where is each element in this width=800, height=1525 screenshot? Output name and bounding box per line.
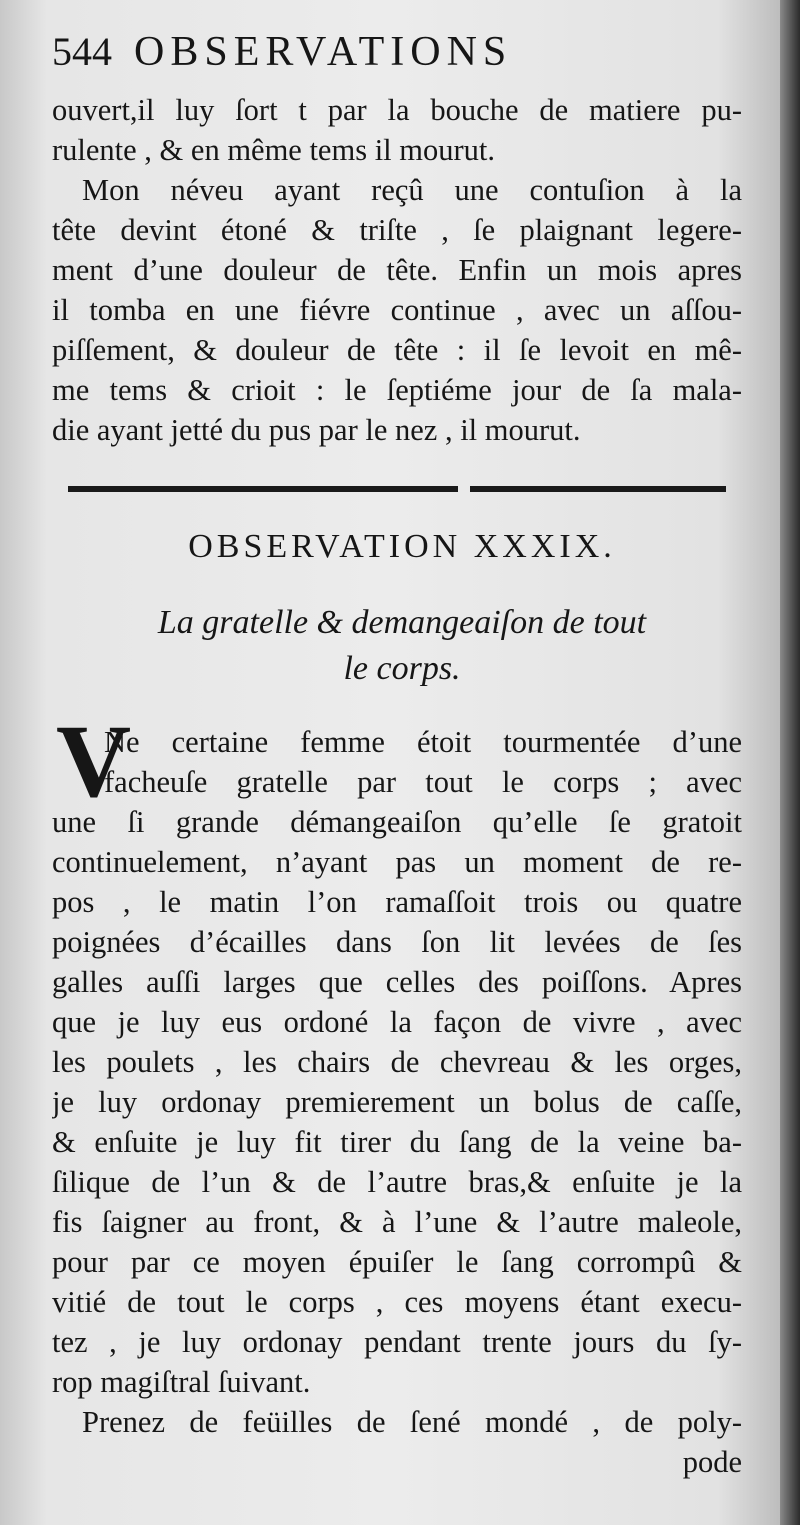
text-line: les poulets , les chairs de chevreau & les orges, — [52, 1045, 742, 1079]
text-line: rulente , & en même tems il mourut. — [52, 133, 495, 167]
observation-heading: OBSERVATION XXXIX. — [188, 528, 616, 565]
section-divider — [470, 486, 726, 492]
drop-cap: V — [56, 704, 132, 819]
text-line: galles auſſi larges que celles des poiſſons. Apres — [52, 965, 742, 999]
observation-subtitle — [52, 600, 752, 692]
text-line: Mon néveu ayant reçû une contuſion à la — [82, 173, 742, 207]
running-title: OBSERVATIONS — [134, 29, 513, 75]
text-line: continuelement, n’ayant pas un moment de re- — [52, 845, 742, 879]
catchword: pode — [682, 1445, 742, 1479]
text-line: fis ſaigner au front, & à l’une & l’autre maleole, — [52, 1205, 742, 1239]
text-line: poignées d’écailles dans ſon lit levées de ſes — [52, 925, 742, 959]
text-line: facheuſe gratelle par tout le corps ; avec — [104, 765, 742, 799]
text-line: ment d’une douleur de tête. Enfin un mois apres — [52, 253, 742, 287]
text-line: je luy ordonay premierement un bolus de caſſe, — [52, 1085, 742, 1119]
observation-body — [52, 722, 742, 1482]
text-line: tête devint étoné & triſte , ſe plaignant legere- — [52, 213, 742, 247]
continued-paragraph — [52, 90, 742, 450]
text-line: rop magiſtral ſuivant. — [52, 1365, 311, 1399]
subtitle-line: le corps. — [343, 650, 461, 687]
text-line: pos , le matin l’on ramaſſoit trois ou quatre — [52, 885, 742, 919]
section-divider — [68, 486, 458, 492]
text-line: ouvert,il luy ſort t par la bouche de matiere pu- — [52, 93, 742, 127]
text-line: vitié de tout le corps , ces moyens étant execu- — [52, 1285, 742, 1319]
text-line: tez , je luy ordonay pendant trente jours du ſy- — [52, 1325, 742, 1359]
running-header — [52, 28, 752, 88]
text-line: une ſi grande démangeaiſon qu’elle ſe gratoit — [52, 805, 742, 839]
text-line: die ayant jetté du pus par le nez , il mourut. — [52, 413, 581, 447]
text-line: que je luy eus ordoné la façon de vivre , avec — [52, 1005, 742, 1039]
book-spine-shadow — [780, 0, 800, 1525]
page-number: 544 — [52, 29, 112, 74]
text-line: ſilique de l’un & de l’autre bras,& enſuite je la — [52, 1165, 742, 1199]
text-line: pour par ce moyen épuiſer le ſang corrompû & — [52, 1245, 742, 1279]
subtitle-line: La gratelle & demangeaiſon de tout — [157, 604, 647, 641]
text-line: & enſuite je luy fit tirer du ſang de la veine ba- — [52, 1125, 742, 1159]
text-line: il tomba en une fiévre continue , avec un aſſou- — [52, 293, 742, 327]
text-line: piſſement, & douleur de tête : il ſe levoit en mê- — [52, 333, 742, 367]
text-line: Prenez de feüilles de ſené mondé , de poly- — [82, 1405, 742, 1439]
text-line: Ne certaine femme étoit tourmentée d’une — [104, 725, 742, 759]
text-line: me tems & crioit : le ſeptiéme jour de ſa mala- — [52, 373, 742, 407]
